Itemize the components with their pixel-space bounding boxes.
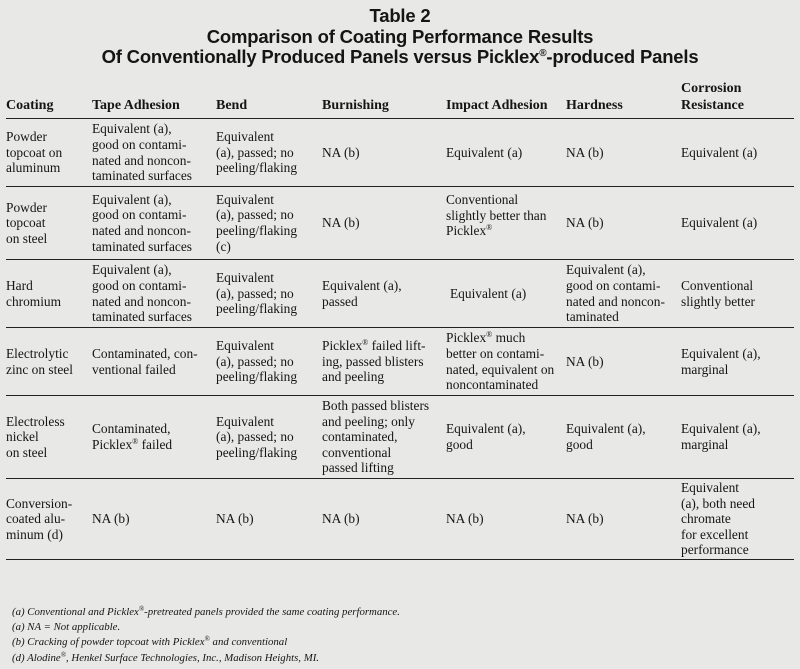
cell-burnishing: NA (b) bbox=[322, 187, 446, 260]
table-row bbox=[6, 260, 794, 328]
cell-corrosion: Conventional slightly better bbox=[681, 260, 794, 328]
cell-impact-adhesion: NA (b) bbox=[446, 479, 566, 560]
cell-tape-adhesion: Equivalent (a), good on contami- nated and noncon- taminated surfaces bbox=[92, 260, 216, 328]
table-row bbox=[6, 187, 794, 260]
header-impact-adhesion: Impact Adhesion bbox=[446, 78, 566, 119]
cell-coating: Electrolytic zinc on steel bbox=[6, 328, 92, 396]
cell-hardness: NA (b) bbox=[566, 119, 681, 187]
cell-coating: Powder topcoat on aluminum bbox=[6, 119, 92, 187]
cell-bend: Equivalent (a), passed; no peeling/flaking bbox=[216, 328, 322, 396]
cell-coating: Hard chromium bbox=[6, 260, 92, 328]
cell-impact-adhesion: Picklex® much better on contami- nated, equivalent on noncontaminated bbox=[446, 328, 566, 396]
header-tape-adhesion: Tape Adhesion bbox=[92, 78, 216, 119]
footnotes bbox=[12, 605, 400, 666]
cell-bend: Equivalent (a), passed; no peeling/flaking bbox=[216, 260, 322, 328]
header-bend: Bend bbox=[216, 78, 322, 119]
cell-bend: Equivalent (a), passed; no peeling/flaking bbox=[216, 119, 322, 187]
cell-tape-adhesion: Contaminated, Picklex® failed bbox=[92, 396, 216, 479]
cell-coating: Electroless nickel on steel bbox=[6, 396, 92, 479]
header-burnishing: Burnishing bbox=[322, 78, 446, 119]
header-row bbox=[6, 78, 794, 119]
cell-impact-adhesion: Equivalent (a), good bbox=[446, 396, 566, 479]
cell-corrosion: Equivalent (a), marginal bbox=[681, 396, 794, 479]
cell-tape-adhesion: Contaminated, con- ventional failed bbox=[92, 328, 216, 396]
cell-burnishing: NA (b) bbox=[322, 119, 446, 187]
footnote-a-na: (a) NA = Not applicable. bbox=[12, 621, 121, 634]
cell-hardness: NA (b) bbox=[566, 328, 681, 396]
cell-hardness: Equivalent (a), good bbox=[566, 396, 681, 479]
cell-corrosion: Equivalent (a) bbox=[681, 119, 794, 187]
cell-corrosion: Equivalent (a) bbox=[681, 187, 794, 260]
cell-impact-adhesion: Equivalent (a) bbox=[446, 119, 566, 187]
title-line-2: Of Conventionally Produced Panels versus Picklex®-produced Panels bbox=[101, 46, 699, 67]
cell-bend: Equivalent (a), passed; no peeling/flaking bbox=[216, 396, 322, 479]
cell-coating: Powder topcoat on steel bbox=[6, 187, 92, 260]
title-line-1: Comparison of Coating Performance Results bbox=[206, 25, 594, 47]
footnote-a: (a) Conventional and Picklex®-pretreated panels provided the same coating performance. bbox=[12, 605, 400, 618]
table-title bbox=[0, 0, 800, 68]
cell-corrosion: Equivalent (a), marginal bbox=[681, 328, 794, 396]
header-coating: Coating bbox=[6, 78, 92, 119]
cell-tape-adhesion: Equivalent (a), good on contami- nated and noncon- taminated surfaces bbox=[92, 187, 216, 260]
cell-coating: Conversion- coated alu- minum (d) bbox=[6, 479, 92, 560]
cell-impact-adhesion: Conventional slightly better than Picklex® bbox=[446, 187, 566, 260]
table-row bbox=[6, 119, 794, 187]
header-hardness: Hardness bbox=[566, 78, 681, 119]
table-row bbox=[6, 479, 794, 560]
cell-corrosion: Equivalent (a), both need chromate for excellent performance bbox=[681, 479, 794, 560]
cell-hardness: NA (b) bbox=[566, 479, 681, 560]
cell-burnishing: NA (b) bbox=[322, 479, 446, 560]
table-row bbox=[6, 396, 794, 479]
header-corrosion-resistance: Corrosion Resistance bbox=[681, 78, 794, 119]
cell-burnishing: Both passed blisters and peeling; only contaminated, conventional passed lifting bbox=[322, 396, 446, 479]
footnote-b: (b) Cracking of powder topcoat with Picklex® and conventional bbox=[12, 635, 288, 649]
table-row bbox=[6, 328, 794, 396]
cell-tape-adhesion: Equivalent (a), good on contami- nated and noncon- taminated surfaces bbox=[92, 119, 216, 187]
cell-hardness: Equivalent (a), good on contami- nated and noncon- taminated bbox=[566, 260, 681, 328]
cell-impact-adhesion: Equivalent (a) bbox=[446, 260, 566, 328]
table-label: Table 2 bbox=[369, 5, 431, 26]
footnote-d: (d) Alodine®, Henkel Surface Technologies, Inc., Madison Heights, MI. bbox=[12, 650, 319, 664]
cell-burnishing: Equivalent (a), passed bbox=[322, 260, 446, 328]
cell-hardness: NA (b) bbox=[566, 187, 681, 260]
cell-bend: NA (b) bbox=[216, 479, 322, 560]
comparison-table bbox=[6, 78, 794, 560]
cell-tape-adhesion: NA (b) bbox=[92, 479, 216, 560]
cell-bend: Equivalent (a), passed; no peeling/flaking (c) bbox=[216, 187, 322, 260]
cell-burnishing: Picklex® failed lift- ing, passed blisters and peeling bbox=[322, 328, 446, 396]
